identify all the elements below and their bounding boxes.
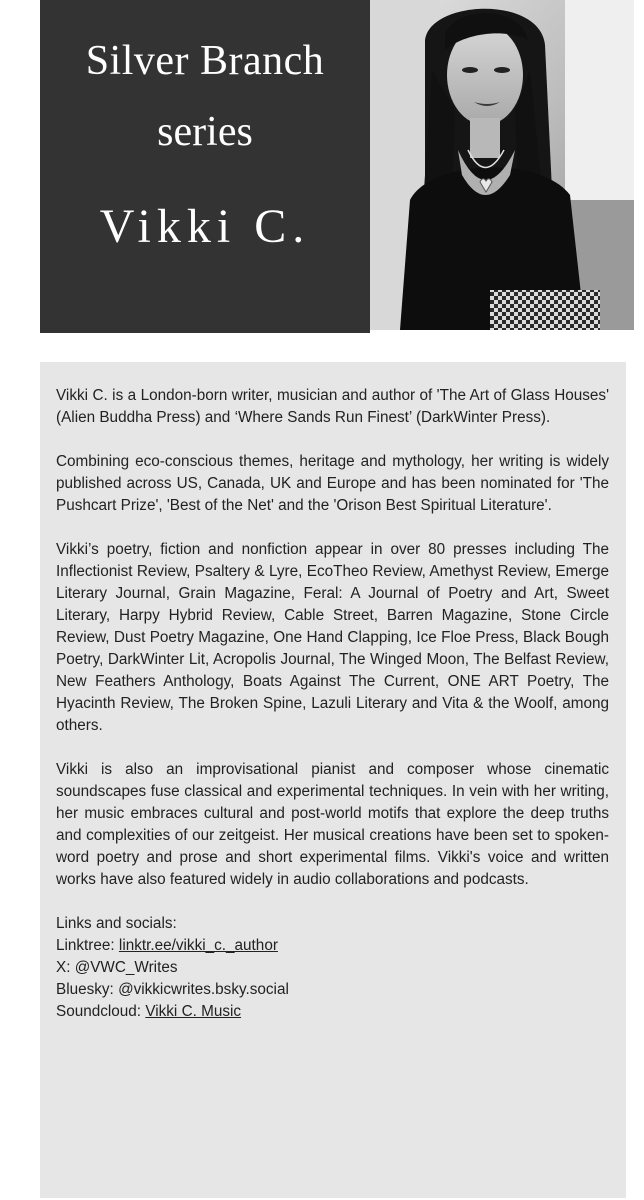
soundcloud-link[interactable]: Vikki C. Music	[145, 1003, 242, 1020]
bio-paragraph-music: Vikki is also an improvisational pianist and composer whose cinematic soundscapes fuse classical and experimental techniques. In vein with her writing, her music embraces cultural and post-world motifs that explore the deep truths and complexities of our zeitgeist. Her musical creations have been set to spoken-word poetry and prose and short experimental films. Vikki's voice and written works have also featured widely in audio collaborations and podcasts.	[56, 761, 609, 888]
author-name: Vikki C.	[99, 200, 311, 253]
bluesky-handle: @vikkicwrites.bsky.social	[118, 981, 289, 998]
linktree-label: Linktree:	[56, 937, 119, 954]
linktree-row	[56, 935, 609, 957]
series-subtitle: series	[157, 109, 253, 155]
bio-text	[56, 385, 609, 1023]
x-handle: @VWC_Writes	[74, 959, 178, 976]
linktree-link[interactable]: linktr.ee/vikki_c._author	[118, 937, 278, 954]
bio-paragraph-themes: Combining eco-conscious themes, heritage and mythology, her writing is widely published across US, Canada, UK and Europe and has been nominated for 'The Pushcart Prize', 'Best of the Net' and the 'Orison Best Spiritual Literature'.	[56, 453, 609, 514]
series-title: Silver Branch	[85, 38, 325, 84]
bluesky-label: Bluesky:	[56, 981, 119, 998]
soundcloud-label: Soundcloud:	[56, 1003, 146, 1020]
title-card	[40, 0, 370, 333]
bio-panel	[40, 362, 626, 1198]
x-row	[56, 957, 609, 979]
bluesky-row	[56, 979, 609, 1001]
bio-paragraph-intro: Vikki C. is a London-born writer, musician and author of 'The Art of Glass Houses' (Alien Buddha Press) and ‘Where Sands Run Finest’ (DarkWinter Press).	[56, 387, 609, 426]
author-portrait	[370, 0, 634, 330]
x-label: X:	[56, 959, 75, 976]
soundcloud-row	[56, 1001, 609, 1023]
bio-paragraph-publications: Vikki’s poetry, fiction and nonfiction appear in over 80 presses including The Inflectionist Review, Psaltery & Lyre, EcoTheo Review, Amethyst Review, Emerge Literary Journal, Grain Magazine, Feral: A Journal of Poetry and Art, Sweet Literary, Harpy Hybrid Review, Cable Street, Barren Magazine, Stone Circle Review, Dust Poetry Magazine, One Hand Clapping, Ice Floe Press, Black Bough Poetry, DarkWinter Lit, Acropolis Journal, The Winged Moon, The Belfast Review, New Feathers Anthology, Boats Against The Current, ONE ART Poetry, The Hyacinth Review, The Broken Spine, Lazuli Literary and Vita & the Woolf, among others.	[56, 541, 609, 734]
links-heading: Links and socials:	[56, 915, 177, 932]
links-section	[56, 913, 609, 1023]
